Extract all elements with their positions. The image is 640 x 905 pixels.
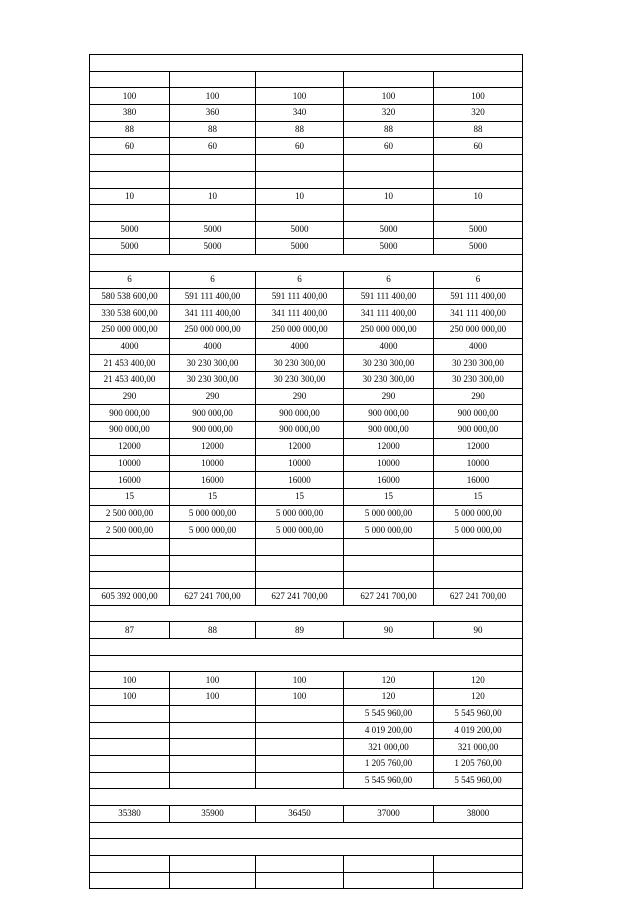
- table-cell: [256, 722, 344, 739]
- table-row: [90, 305, 523, 322]
- table-cell: [434, 155, 523, 172]
- table-row: [90, 422, 523, 439]
- table-cell: 330 538 600,00: [90, 305, 170, 322]
- table-row: [90, 88, 523, 105]
- table-cell: 100: [170, 672, 256, 689]
- table-row: [90, 689, 523, 706]
- table-cell: 100: [90, 689, 170, 706]
- table-cell: [170, 705, 256, 722]
- table-row: [90, 322, 523, 339]
- table-cell: 627 241 700,00: [170, 589, 256, 606]
- table-cell: 5 000 000,00: [344, 505, 434, 522]
- table-cell: 250 000 000,00: [90, 322, 170, 339]
- table-row: [90, 188, 523, 205]
- table-cell: [256, 171, 344, 188]
- table-cell: [90, 705, 170, 722]
- table-cell: [90, 71, 170, 88]
- table-cell: 5 000 000,00: [434, 522, 523, 539]
- table-row: [90, 55, 523, 72]
- table-cell: 88: [344, 121, 434, 138]
- table-cell: [170, 572, 256, 589]
- table-row: [90, 872, 523, 889]
- table-cell: [344, 155, 434, 172]
- table-row: [90, 455, 523, 472]
- table-cell: [256, 572, 344, 589]
- table-cell: 5 545 960,00: [344, 705, 434, 722]
- table-cell: 120: [344, 689, 434, 706]
- table-cell: [434, 171, 523, 188]
- table-cell: [90, 572, 170, 589]
- table-row: [90, 822, 523, 839]
- table-cell: [170, 755, 256, 772]
- table-cell: 290: [170, 388, 256, 405]
- table-cell: [90, 872, 170, 889]
- table-cell: [170, 772, 256, 789]
- table-cell: 5000: [256, 238, 344, 255]
- table-cell: 290: [434, 388, 523, 405]
- table-cell: [170, 722, 256, 739]
- table-cell: 6: [256, 271, 344, 288]
- table-cell: 591 111 400,00: [256, 288, 344, 305]
- table-cell: 120: [434, 672, 523, 689]
- table-cell: 16000: [434, 472, 523, 489]
- table-cell: 60: [344, 138, 434, 155]
- table-cell: [170, 538, 256, 555]
- table-cell: 60: [256, 138, 344, 155]
- table-row: [90, 438, 523, 455]
- table-cell: [256, 856, 344, 873]
- table-row: [90, 739, 523, 756]
- table-cell: 321 000,00: [434, 739, 523, 756]
- table-cell: 10000: [90, 455, 170, 472]
- table-cell: 38000: [434, 805, 523, 822]
- table-cell: 2 500 000,00: [90, 522, 170, 539]
- table-row: [90, 589, 523, 606]
- table-cell: 15: [434, 488, 523, 505]
- table-cell: [90, 555, 170, 572]
- table-row: [90, 805, 523, 822]
- table-row: [90, 405, 523, 422]
- table-cell: 12000: [434, 438, 523, 455]
- table-cell: [256, 538, 344, 555]
- table-cell: 5 000 000,00: [170, 522, 256, 539]
- table-cell: [90, 722, 170, 739]
- table-cell: [256, 205, 344, 222]
- table-cell: [434, 538, 523, 555]
- table-cell: [170, 872, 256, 889]
- table-cell: 100: [256, 88, 344, 105]
- table-cell: 10: [434, 188, 523, 205]
- table-cell: 10000: [256, 455, 344, 472]
- table-cell: 12000: [170, 438, 256, 455]
- table-cell: 100: [170, 88, 256, 105]
- table-cell: [90, 755, 170, 772]
- table-cell: 30 230 300,00: [344, 355, 434, 372]
- table-row: [90, 355, 523, 372]
- table-cell: 90: [434, 622, 523, 639]
- table-cell: 250 000 000,00: [434, 322, 523, 339]
- table-cell: 5 000 000,00: [344, 522, 434, 539]
- table-cell: 380: [90, 105, 170, 122]
- table-cell: 15: [344, 488, 434, 505]
- table-cell: 900 000,00: [434, 422, 523, 439]
- table-row: [90, 722, 523, 739]
- table-cell: 36450: [256, 805, 344, 822]
- table-cell: 5000: [344, 238, 434, 255]
- table-row: [90, 388, 523, 405]
- table-cell: 10000: [170, 455, 256, 472]
- table-cell: 100: [256, 689, 344, 706]
- merged-row-cell: [90, 605, 523, 622]
- table-cell: [90, 155, 170, 172]
- table-cell: 100: [434, 88, 523, 105]
- table-cell: 5000: [170, 238, 256, 255]
- table-cell: 340: [256, 105, 344, 122]
- table-cell: 900 000,00: [90, 422, 170, 439]
- table-cell: 16000: [170, 472, 256, 489]
- table-cell: [90, 538, 170, 555]
- table-cell: 627 241 700,00: [344, 589, 434, 606]
- table-cell: 360: [170, 105, 256, 122]
- table-cell: 10000: [344, 455, 434, 472]
- table-row: [90, 639, 523, 656]
- table-cell: [90, 739, 170, 756]
- table-cell: 290: [90, 388, 170, 405]
- table-cell: [344, 872, 434, 889]
- table-cell: 12000: [256, 438, 344, 455]
- table-row: [90, 121, 523, 138]
- table-row: [90, 138, 523, 155]
- table-row: [90, 755, 523, 772]
- table-cell: 900 000,00: [170, 405, 256, 422]
- table-cell: 12000: [344, 438, 434, 455]
- table-cell: [170, 155, 256, 172]
- table-cell: 5000: [90, 238, 170, 255]
- table-row: [90, 271, 523, 288]
- table-cell: [256, 739, 344, 756]
- table-row: [90, 472, 523, 489]
- table-cell: 37000: [344, 805, 434, 822]
- table-cell: 88: [256, 121, 344, 138]
- table-row: [90, 505, 523, 522]
- table-cell: 15: [256, 488, 344, 505]
- table-cell: 35900: [170, 805, 256, 822]
- table-cell: 100: [344, 88, 434, 105]
- table-cell: 35380: [90, 805, 170, 822]
- table-cell: 60: [170, 138, 256, 155]
- table-row: [90, 338, 523, 355]
- table-cell: 320: [344, 105, 434, 122]
- table-row: [90, 205, 523, 222]
- table-body: [90, 55, 523, 889]
- table-cell: 6: [90, 271, 170, 288]
- table-cell: 10000: [434, 455, 523, 472]
- table-cell: [344, 71, 434, 88]
- table-row: [90, 572, 523, 589]
- table-cell: 100: [90, 672, 170, 689]
- table-cell: 900 000,00: [256, 405, 344, 422]
- table-cell: 30 230 300,00: [256, 372, 344, 389]
- table-cell: 5000: [90, 221, 170, 238]
- table-cell: 4000: [434, 338, 523, 355]
- table-cell: 21 453 400,00: [90, 372, 170, 389]
- table-cell: 120: [344, 672, 434, 689]
- table-cell: [256, 772, 344, 789]
- table-cell: [344, 555, 434, 572]
- table-cell: [170, 555, 256, 572]
- table-cell: 87: [90, 622, 170, 639]
- table-cell: 320: [434, 105, 523, 122]
- table-cell: 88: [90, 121, 170, 138]
- table-cell: 321 000,00: [344, 739, 434, 756]
- merged-row-cell: [90, 839, 523, 856]
- table-row: [90, 488, 523, 505]
- table-cell: 900 000,00: [90, 405, 170, 422]
- table-row: [90, 255, 523, 272]
- table-cell: [434, 572, 523, 589]
- merged-row-cell: [90, 789, 523, 806]
- table-cell: [344, 538, 434, 555]
- table-cell: 341 111 400,00: [256, 305, 344, 322]
- table-cell: 5000: [434, 238, 523, 255]
- table-cell: [434, 205, 523, 222]
- table-cell: 30 230 300,00: [434, 355, 523, 372]
- table-cell: 120: [434, 689, 523, 706]
- table-cell: [256, 71, 344, 88]
- table-cell: 100: [90, 88, 170, 105]
- table-cell: 627 241 700,00: [256, 589, 344, 606]
- table-row: [90, 772, 523, 789]
- table-cell: 580 538 600,00: [90, 288, 170, 305]
- table-cell: 30 230 300,00: [170, 355, 256, 372]
- table-cell: 290: [256, 388, 344, 405]
- table-cell: 4000: [90, 338, 170, 355]
- table-cell: [90, 171, 170, 188]
- table-cell: 100: [170, 689, 256, 706]
- table-row: [90, 171, 523, 188]
- table-row: [90, 672, 523, 689]
- table-cell: [170, 205, 256, 222]
- table-cell: [434, 555, 523, 572]
- table-cell: 16000: [90, 472, 170, 489]
- data-table: [89, 54, 523, 889]
- table-row: [90, 555, 523, 572]
- table-row: [90, 705, 523, 722]
- merged-row-cell: [90, 639, 523, 656]
- table-cell: 4 019 200,00: [344, 722, 434, 739]
- table-cell: 341 111 400,00: [170, 305, 256, 322]
- table-row: [90, 105, 523, 122]
- table-cell: 89: [256, 622, 344, 639]
- table-cell: [256, 555, 344, 572]
- table-row: [90, 155, 523, 172]
- table-row: [90, 789, 523, 806]
- table-cell: 16000: [344, 472, 434, 489]
- table-cell: 341 111 400,00: [434, 305, 523, 322]
- table-row: [90, 839, 523, 856]
- table-cell: 5000: [170, 221, 256, 238]
- table-cell: 10: [344, 188, 434, 205]
- table-cell: [344, 856, 434, 873]
- table-cell: [170, 739, 256, 756]
- table-cell: 5000: [434, 221, 523, 238]
- table-cell: 250 000 000,00: [344, 322, 434, 339]
- table-cell: 90: [344, 622, 434, 639]
- table-cell: 900 000,00: [344, 405, 434, 422]
- table-row: [90, 71, 523, 88]
- table-cell: 5000: [344, 221, 434, 238]
- table-cell: 88: [170, 121, 256, 138]
- table-cell: 30 230 300,00: [256, 355, 344, 372]
- table-cell: 6: [170, 271, 256, 288]
- table-cell: 4000: [344, 338, 434, 355]
- table-cell: 5 000 000,00: [434, 505, 523, 522]
- table-cell: 5 000 000,00: [170, 505, 256, 522]
- table-cell: 60: [90, 138, 170, 155]
- table-cell: [170, 171, 256, 188]
- table-row: [90, 288, 523, 305]
- table-cell: 5 545 960,00: [344, 772, 434, 789]
- table-row: [90, 221, 523, 238]
- table-cell: 900 000,00: [344, 422, 434, 439]
- table-cell: [256, 755, 344, 772]
- table-cell: 5 000 000,00: [256, 505, 344, 522]
- table-row: [90, 856, 523, 873]
- table-cell: 10: [90, 188, 170, 205]
- table-cell: 6: [344, 271, 434, 288]
- merged-row-cell: [90, 255, 523, 272]
- table-cell: 10: [170, 188, 256, 205]
- table-cell: 341 111 400,00: [344, 305, 434, 322]
- table-cell: 30 230 300,00: [170, 372, 256, 389]
- table-cell: 6: [434, 271, 523, 288]
- table-cell: 15: [170, 488, 256, 505]
- table-cell: [344, 572, 434, 589]
- table-cell: [170, 856, 256, 873]
- table-cell: [434, 71, 523, 88]
- table-cell: [170, 71, 256, 88]
- table-cell: 900 000,00: [256, 422, 344, 439]
- table-cell: 900 000,00: [434, 405, 523, 422]
- table-cell: [256, 872, 344, 889]
- table-cell: 10: [256, 188, 344, 205]
- table-cell: 88: [434, 121, 523, 138]
- table-cell: 4000: [170, 338, 256, 355]
- table-cell: 5000: [256, 221, 344, 238]
- merged-row-cell: [90, 822, 523, 839]
- table-cell: 2 500 000,00: [90, 505, 170, 522]
- table-cell: [434, 872, 523, 889]
- table-cell: 60: [434, 138, 523, 155]
- table-row: [90, 622, 523, 639]
- table-cell: 30 230 300,00: [434, 372, 523, 389]
- table-row: [90, 372, 523, 389]
- table-cell: 16000: [256, 472, 344, 489]
- table-cell: 605 392 000,00: [90, 589, 170, 606]
- table-cell: 30 230 300,00: [344, 372, 434, 389]
- table-cell: 4000: [256, 338, 344, 355]
- table-cell: 900 000,00: [170, 422, 256, 439]
- table-cell: 5 545 960,00: [434, 705, 523, 722]
- merged-row-cell: [90, 55, 523, 72]
- table-cell: [256, 705, 344, 722]
- table-cell: 1 205 760,00: [434, 755, 523, 772]
- table-cell: [90, 205, 170, 222]
- table-cell: 15: [90, 488, 170, 505]
- table-cell: 591 111 400,00: [434, 288, 523, 305]
- table-cell: [434, 856, 523, 873]
- table-cell: [344, 171, 434, 188]
- table-cell: 591 111 400,00: [170, 288, 256, 305]
- table-cell: [90, 772, 170, 789]
- table-cell: 4 019 200,00: [434, 722, 523, 739]
- table-row: [90, 538, 523, 555]
- table-cell: [256, 155, 344, 172]
- table-cell: 5 000 000,00: [256, 522, 344, 539]
- table-cell: 100: [256, 672, 344, 689]
- merged-row-cell: [90, 655, 523, 672]
- table-cell: 627 241 700,00: [434, 589, 523, 606]
- table-cell: 88: [170, 622, 256, 639]
- table-cell: 250 000 000,00: [170, 322, 256, 339]
- table-cell: 591 111 400,00: [344, 288, 434, 305]
- table-row: [90, 522, 523, 539]
- table-cell: [90, 856, 170, 873]
- table-cell: 12000: [90, 438, 170, 455]
- table-row: [90, 238, 523, 255]
- table-cell: 250 000 000,00: [256, 322, 344, 339]
- table-row: [90, 605, 523, 622]
- table-cell: [344, 205, 434, 222]
- table-cell: 21 453 400,00: [90, 355, 170, 372]
- table-row: [90, 655, 523, 672]
- table-cell: 5 545 960,00: [434, 772, 523, 789]
- table-cell: 290: [344, 388, 434, 405]
- table-cell: 1 205 760,00: [344, 755, 434, 772]
